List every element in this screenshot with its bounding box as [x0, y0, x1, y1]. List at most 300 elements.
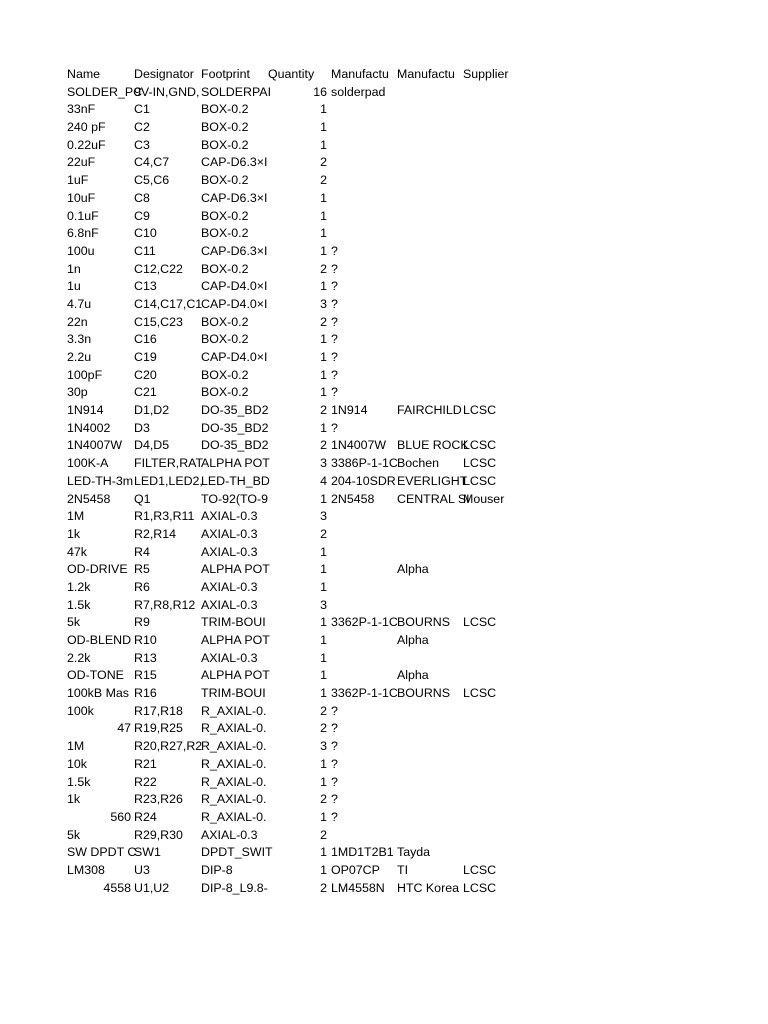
table-row [67, 491, 587, 509]
cell-footprint: ALPHA POT [201, 456, 270, 471]
table-row [67, 508, 587, 526]
cell-footprint: BOX-0.2 [201, 120, 249, 135]
cell-designator: R21 [134, 756, 157, 771]
table-row [67, 862, 587, 880]
cell-footprint: R_AXIAL-0. [201, 792, 267, 807]
cell-quantity: 1 [320, 243, 327, 258]
header-name: Name [67, 67, 101, 81]
cell-supplier [463, 137, 523, 155]
cell-name: 1u [67, 279, 81, 294]
cell-footprint: DO-35_BD2 [201, 420, 269, 435]
cell-manufacturer-part: 1MD1T2B1 [331, 845, 394, 860]
cell-footprint: R_AXIAL-0. [201, 703, 267, 718]
cell-manufacturer [397, 208, 463, 226]
cell-name: OD-DRIVE [67, 562, 128, 577]
cell-manufacturer-part: ? [331, 385, 338, 400]
cell-manufacturer: BOURNS [397, 686, 451, 701]
cell-footprint: BOX-0.2 [201, 367, 249, 382]
cell-quantity: 1 [320, 862, 327, 877]
cell-name: LED-TH-3m [67, 473, 134, 488]
cell-supplier [463, 791, 523, 809]
cell-manufacturer [397, 278, 463, 296]
cell-supplier [463, 756, 523, 774]
header-footprint: Footprint [201, 67, 250, 81]
cell-manufacturer: EVERLIGHT [397, 473, 468, 488]
cell-name: 1M [67, 509, 85, 524]
cell-manufacturer-part: 1N914 [331, 403, 368, 418]
table-row [67, 384, 587, 402]
cell-footprint: AXIAL-0.3 [201, 509, 258, 524]
cell-name: 1M [67, 739, 85, 754]
cell-supplier [463, 367, 523, 385]
cell-supplier [463, 579, 523, 597]
cell-quantity: 1 [320, 208, 327, 223]
cell-supplier [463, 119, 523, 137]
cell-footprint: DPDT_SWIT [201, 845, 273, 860]
cell-footprint: R_AXIAL-0. [201, 809, 267, 824]
cell-footprint: R_AXIAL-0. [201, 739, 267, 754]
cell-quantity: 1 [320, 491, 327, 506]
cell-quantity: 4 [320, 473, 327, 488]
cell-name: 5k [67, 827, 81, 842]
cell-manufacturer-part [331, 172, 397, 190]
cell-quantity: 1 [320, 120, 327, 135]
cell-name: SW DPDT C [67, 845, 137, 860]
cell-supplier [463, 314, 523, 332]
cell-designator: C2 [134, 120, 150, 135]
cell-manufacturer-part [331, 119, 397, 137]
cell-designator: R22 [134, 774, 157, 789]
cell-footprint: AXIAL-0.3 [201, 544, 258, 559]
cell-supplier [463, 544, 523, 562]
table-row [67, 720, 587, 738]
cell-designator: R4 [134, 544, 150, 559]
cell-manufacturer: Alpha [397, 668, 429, 683]
cell-footprint: AXIAL-0.3 [201, 650, 258, 665]
table-row [67, 880, 587, 898]
cell-name: 1k [67, 526, 81, 541]
cell-supplier: LCSC [463, 403, 497, 418]
cell-manufacturer [397, 137, 463, 155]
cell-quantity: 1 [320, 845, 327, 860]
cell-footprint: BOX-0.2 [201, 332, 249, 347]
cell-designator: C19 [134, 350, 157, 364]
cell-manufacturer [397, 331, 463, 349]
header-manufacturer-part: Manufactu [331, 67, 389, 81]
cell-footprint: DIP-8_L9.8- [201, 880, 268, 895]
cell-name: 100pF [67, 367, 103, 382]
cell-name: 10k [67, 756, 87, 771]
cell-manufacturer [397, 420, 463, 438]
cell-name: OD-BLEND [67, 633, 132, 647]
header-quantity: Quantity [268, 67, 315, 81]
cell-supplier [463, 208, 523, 226]
cell-footprint: BOX-0.2 [201, 314, 249, 329]
cell-quantity: 2 [320, 827, 327, 842]
cell-name: 560 [110, 809, 131, 824]
cell-manufacturer [397, 720, 463, 738]
cell-manufacturer-part: ? [331, 703, 338, 718]
table-row [67, 650, 587, 668]
cell-designator: C21 [134, 385, 157, 400]
cell-supplier: LCSC [463, 473, 497, 488]
cell-quantity: 1 [320, 367, 327, 382]
cell-supplier [463, 738, 523, 756]
cell-manufacturer: CENTRAL SI [397, 491, 470, 506]
header-manufacturer: Manufactu [397, 67, 455, 81]
cell-footprint: CAP-D6.3×I [201, 190, 268, 205]
cell-supplier [463, 526, 523, 544]
cell-quantity: 2 [320, 403, 327, 418]
cell-manufacturer [397, 526, 463, 544]
cell-quantity: 1 [320, 102, 327, 117]
cell-supplier [463, 225, 523, 243]
cell-manufacturer [397, 172, 463, 190]
cell-quantity: 2 [320, 261, 327, 276]
cell-quantity: 1 [320, 385, 327, 400]
cell-manufacturer-part: LM4558N [331, 880, 385, 895]
table-row [67, 278, 587, 296]
cell-supplier: LCSC [463, 456, 497, 471]
cell-manufacturer [397, 314, 463, 332]
cell-manufacturer: Tayda [397, 845, 431, 860]
cell-manufacturer-part: ? [331, 721, 338, 736]
table-row [67, 314, 587, 332]
cell-name: 1k [67, 792, 81, 807]
cell-designator: LED1,LED2, [134, 473, 203, 488]
cell-designator: R29,R30 [134, 827, 183, 842]
cell-footprint: BOX-0.2 [201, 226, 249, 241]
cell-manufacturer-part [331, 526, 397, 544]
cell-manufacturer [397, 84, 463, 102]
cell-quantity: 3 [320, 509, 327, 524]
cell-quantity: 2 [320, 721, 327, 736]
cell-supplier: LCSC [463, 862, 497, 877]
cell-manufacturer [397, 579, 463, 597]
cell-name: 22uF [67, 155, 96, 170]
cell-quantity: 3 [320, 739, 327, 754]
cell-manufacturer: FAIRCHILD [397, 403, 462, 418]
cell-designator: R17,R18 [134, 703, 183, 718]
cell-manufacturer-part [331, 544, 397, 562]
cell-footprint: AXIAL-0.3 [201, 526, 258, 541]
table-row [67, 614, 587, 632]
cell-designator: D1,D2 [134, 403, 170, 418]
cell-name: 100K-A [67, 456, 109, 471]
table-row [67, 455, 587, 473]
cell-supplier [463, 278, 523, 296]
cell-designator: C5,C6 [134, 173, 170, 188]
cell-manufacturer-part [331, 508, 397, 526]
cell-quantity: 1 [320, 420, 327, 435]
table-row [67, 685, 587, 703]
cell-name: 4.7u [67, 296, 92, 311]
cell-supplier [463, 667, 523, 685]
cell-manufacturer-part [331, 208, 397, 226]
cell-manufacturer-part [331, 667, 397, 685]
cell-designator: C8 [134, 190, 150, 205]
cell-manufacturer-part: 2N5458 [331, 491, 375, 506]
cell-quantity: 1 [320, 544, 327, 559]
cell-designator: R9 [134, 615, 150, 630]
cell-footprint: BOX-0.2 [201, 137, 249, 152]
cell-quantity: 1 [320, 190, 327, 205]
cell-quantity: 1 [320, 562, 327, 577]
cell-supplier [463, 720, 523, 738]
cell-footprint: LED-TH_BD [201, 473, 270, 488]
cell-supplier [463, 101, 523, 119]
cell-footprint: CAP-D4.0×I [201, 350, 268, 364]
table-row [67, 791, 587, 809]
table-row [67, 137, 587, 155]
table-row [67, 756, 587, 774]
cell-manufacturer: Alpha [397, 562, 429, 577]
cell-name: 1.2k [67, 579, 91, 594]
cell-manufacturer-part: 1N4007W [331, 438, 387, 453]
table-row [67, 844, 587, 862]
cell-manufacturer-part: 3362P-1-1C [331, 615, 398, 630]
cell-manufacturer-part: 3386P-1-1C [331, 456, 398, 471]
cell-manufacturer: Alpha [397, 633, 429, 647]
cell-manufacturer [397, 225, 463, 243]
cell-supplier [463, 632, 523, 650]
table-row [67, 561, 587, 579]
cell-name: 2N5458 [67, 491, 111, 506]
cell-name: 1N4002 [67, 420, 111, 435]
table-row [67, 579, 587, 597]
cell-footprint: AXIAL-0.3 [201, 827, 258, 842]
cell-manufacturer [397, 508, 463, 526]
table-row [67, 154, 587, 172]
cell-supplier [463, 597, 523, 615]
cell-supplier [463, 84, 523, 102]
cell-quantity: 2 [320, 438, 327, 453]
cell-name: 6.8nF [67, 226, 99, 241]
cell-quantity: 2 [320, 880, 327, 895]
bom-table [67, 66, 587, 897]
cell-quantity: 1 [320, 809, 327, 824]
cell-supplier [463, 243, 523, 261]
cell-footprint: BOX-0.2 [201, 173, 249, 188]
cell-manufacturer-part: ? [331, 296, 338, 311]
cell-manufacturer-part: ? [331, 774, 338, 789]
cell-supplier [463, 827, 523, 845]
cell-footprint: BOX-0.2 [201, 102, 249, 117]
cell-designator: U1,U2 [134, 880, 170, 895]
table-row [67, 827, 587, 845]
cell-supplier: LCSC [463, 615, 497, 630]
cell-designator: D3 [134, 420, 150, 435]
table-row [67, 667, 587, 685]
cell-manufacturer [397, 827, 463, 845]
cell-name: 1N4007W [67, 438, 123, 453]
cell-footprint: TRIM-BOUI [201, 686, 266, 701]
table-row [67, 296, 587, 314]
cell-designator: R24 [134, 809, 157, 824]
cell-designator: C1 [134, 102, 150, 117]
cell-name: 1.5k [67, 774, 91, 789]
cell-quantity: 1 [320, 137, 327, 152]
cell-supplier [463, 650, 523, 668]
cell-manufacturer-part [331, 190, 397, 208]
cell-quantity: 1 [320, 615, 327, 630]
cell-designator: R2,R14 [134, 526, 177, 541]
cell-manufacturer: HTC Korea [397, 880, 459, 895]
cell-designator: C9 [134, 208, 150, 223]
cell-quantity: 2 [320, 526, 327, 541]
cell-manufacturer: BOURNS [397, 615, 451, 630]
cell-footprint: BOX-0.2 [201, 261, 249, 276]
table-row [67, 597, 587, 615]
cell-name: 10uF [67, 190, 96, 205]
cell-name: 0.22uF [67, 137, 106, 152]
table-row [67, 809, 587, 827]
table-row [67, 526, 587, 544]
cell-designator: C20 [134, 367, 157, 382]
cell-name: OD-TONE [67, 668, 124, 683]
header-designator: Designator [134, 67, 194, 81]
cell-name: 47 [117, 721, 131, 736]
cell-supplier: LCSC [463, 880, 497, 895]
cell-designator: U3 [134, 862, 150, 877]
cell-name: LM308 [67, 862, 105, 877]
cell-footprint: TRIM-BOUI [201, 615, 266, 630]
table-row [67, 119, 587, 137]
cell-designator: R23,R26 [134, 792, 183, 807]
cell-supplier: Mouser [463, 491, 505, 506]
cell-manufacturer [397, 154, 463, 172]
cell-name: 22n [67, 314, 88, 329]
cell-manufacturer [397, 774, 463, 792]
cell-manufacturer [397, 809, 463, 827]
cell-manufacturer: BLUE ROCK [397, 438, 469, 453]
cell-quantity: 1 [320, 633, 327, 647]
cell-supplier [463, 384, 523, 402]
cell-manufacturer-part: ? [331, 792, 338, 807]
cell-manufacturer-part: ? [331, 332, 338, 347]
cell-name: 1n [67, 261, 81, 276]
cell-quantity: 3 [320, 296, 327, 311]
cell-designator: 9V-IN,GND, [134, 84, 200, 99]
cell-designator: R6 [134, 579, 150, 594]
cell-supplier [463, 561, 523, 579]
cell-name: 100u [67, 243, 95, 258]
cell-manufacturer-part [331, 225, 397, 243]
cell-supplier [463, 508, 523, 526]
cell-quantity: 1 [320, 279, 327, 294]
cell-manufacturer [397, 367, 463, 385]
cell-footprint: TO-92(TO-9 [201, 491, 269, 506]
table-body [67, 84, 587, 898]
cell-designator: D4,D5 [134, 438, 170, 453]
header-row [67, 66, 587, 84]
table-row [67, 473, 587, 491]
cell-supplier [463, 774, 523, 792]
cell-quantity: 1 [320, 350, 327, 364]
cell-designator: C13 [134, 279, 157, 294]
table-row [67, 172, 587, 190]
cell-manufacturer-part [331, 101, 397, 119]
cell-supplier [463, 844, 523, 862]
cell-supplier [463, 331, 523, 349]
cell-name: 100k [67, 703, 94, 718]
cell-name: 0.1uF [67, 208, 99, 223]
cell-name: 240 pF [67, 120, 106, 135]
cell-designator: R5 [134, 562, 150, 577]
cell-designator: C11 [134, 243, 156, 258]
table-row [67, 190, 587, 208]
cell-quantity: 2 [320, 792, 327, 807]
cell-quantity: 1 [320, 668, 327, 683]
cell-designator: C4,C7 [134, 155, 170, 170]
cell-supplier [463, 703, 523, 721]
cell-manufacturer-part [331, 154, 397, 172]
cell-supplier [463, 809, 523, 827]
table-row [67, 420, 587, 438]
cell-designator: C3 [134, 137, 150, 152]
table-row [67, 349, 587, 367]
cell-manufacturer [397, 101, 463, 119]
table-row [67, 632, 587, 650]
cell-footprint: CAP-D4.0×I [201, 279, 268, 294]
cell-quantity: 1 [320, 332, 327, 347]
cell-designator: R7,R8,R12 [134, 597, 196, 612]
cell-designator: R10 [134, 633, 157, 647]
cell-manufacturer [397, 384, 463, 402]
cell-quantity: 3 [320, 456, 327, 471]
cell-designator: C10 [134, 226, 157, 241]
cell-name: 4558 [103, 880, 131, 895]
cell-footprint: BOX-0.2 [201, 208, 249, 223]
cell-manufacturer [397, 190, 463, 208]
cell-manufacturer-part: ? [331, 243, 338, 258]
cell-manufacturer-part: 204-10SDR [331, 473, 396, 488]
cell-supplier [463, 261, 523, 279]
cell-manufacturer [397, 791, 463, 809]
cell-manufacturer-part [331, 597, 397, 615]
table-row [67, 261, 587, 279]
cell-designator: R15 [134, 668, 157, 683]
cell-name: 47k [67, 544, 87, 559]
table-row [67, 84, 587, 102]
cell-footprint: DIP-8 [201, 862, 233, 877]
cell-quantity: 2 [320, 703, 327, 718]
cell-manufacturer-part [331, 827, 397, 845]
cell-designator: R1,R3,R11 [134, 509, 195, 524]
cell-manufacturer [397, 349, 463, 367]
cell-designator: C12,C22 [134, 261, 183, 276]
cell-footprint: R_AXIAL-0. [201, 756, 267, 771]
cell-manufacturer [397, 703, 463, 721]
table-row [67, 437, 587, 455]
cell-footprint: CAP-D4.0×I [201, 296, 268, 311]
cell-footprint: R_AXIAL-0. [201, 774, 267, 789]
cell-footprint: CAP-D6.3×I [201, 243, 268, 258]
cell-quantity: 1 [320, 774, 327, 789]
cell-name: 100kB Mas [67, 686, 129, 701]
cell-name: 2.2k [67, 650, 91, 665]
cell-manufacturer-part: solderpad [331, 84, 386, 99]
cell-name: SOLDER_PC [67, 84, 143, 99]
cell-name: 3.3n [67, 332, 92, 347]
cell-footprint: DO-35_BD2 [201, 438, 269, 453]
cell-manufacturer [397, 738, 463, 756]
table-row [67, 544, 587, 562]
cell-quantity: 1 [320, 579, 327, 594]
table-row [67, 225, 587, 243]
cell-manufacturer [397, 597, 463, 615]
cell-quantity: 2 [320, 314, 327, 329]
